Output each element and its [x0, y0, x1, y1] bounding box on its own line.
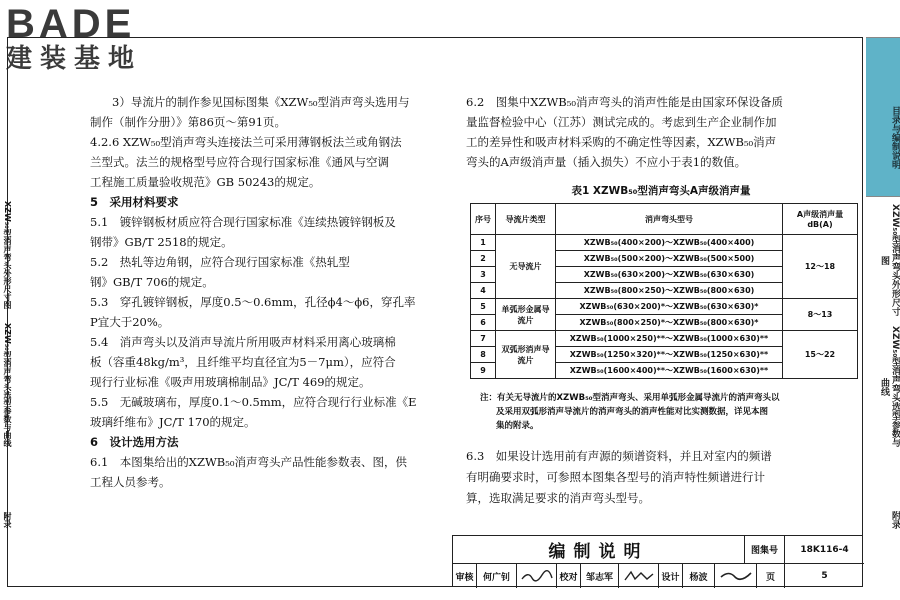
paragraph: 5.2 热轧等边角钢，应符合现行国家标准《热轧型 — [90, 255, 350, 269]
table-cell-model: XZWB₅₀(1250×320)**～XZWB₅₀(1250×630)** — [556, 347, 783, 363]
paragraph: 6.2 图集中XZWB₅₀消声弯头的消声性能是由国家环保设备质 — [466, 95, 783, 109]
right-column-top — [466, 92, 856, 172]
table-cell-type: 无导流片 — [496, 235, 556, 299]
table-cell-model: XZWB₅₀(800×250)*～XZWB₅₀(800×630)* — [556, 315, 783, 331]
table-cell-no: 3 — [471, 267, 496, 283]
table-cell-model: XZWB₅₀(1600×400)**～XZWB₅₀(1600×630)** — [556, 363, 783, 379]
atlas-number: 18K116-4 — [785, 536, 864, 564]
table-cell-no: 2 — [471, 251, 496, 267]
left-tab-dimensions[interactable]: XZW₅₀型消声弯头外形尺寸图 — [3, 201, 12, 309]
review-signature — [517, 564, 557, 588]
section-heading: 6 设计选用方法 — [90, 435, 179, 449]
design-name: 杨波 — [683, 564, 715, 588]
table-cell-value: 15～22 — [783, 331, 858, 379]
check-label: 校对 — [557, 564, 581, 588]
section-heading: 5 采用材料要求 — [90, 195, 179, 209]
side-tab-dimensions[interactable]: XZW₅₀型消声弯头外形尺寸图 — [879, 203, 900, 317]
design-signature — [715, 564, 757, 588]
check-name: 邹志军 — [581, 564, 619, 588]
paragraph: 6.1 本图集给出的XZWB₅₀消声弯头产品性能参数表、图，供 — [90, 455, 407, 469]
logo-text-cn: 建装基地 — [6, 44, 143, 74]
table-cell-no: 7 — [471, 331, 496, 347]
table-cell-model: XZWB₅₀(800×250)～XZWB₅₀(800×630) — [556, 283, 783, 299]
atlas-label: 图集号 — [745, 536, 785, 564]
table-cell-value: 12～18 — [783, 235, 858, 299]
review-name: 何广钊 — [477, 564, 517, 588]
left-tab-selection[interactable]: XZW₅₀型消声弯头选型参数与曲线 — [3, 323, 12, 447]
paragraph: 4.2.6 XZW₅₀型消声弯头连接法兰可采用薄钢板法兰或角钢法 — [90, 135, 402, 149]
paragraph: P宜大于20%。 — [90, 315, 170, 329]
paragraph: 弯头的A声级消声量（插入损失）不应小于表1的数值。 — [466, 155, 747, 169]
paragraph: 工程人员参考。 — [90, 475, 171, 489]
side-tab-selection[interactable]: XZW₅₀型消声弯头选型参数与曲线 — [879, 326, 900, 448]
signature-icon — [520, 569, 554, 583]
paragraph: 兰型式。法兰的规格型号应符合现行国家标准《通风与空调 — [90, 155, 389, 169]
title-block-title: 编制说明 — [453, 536, 745, 564]
paragraph: 工的差异性和吸声材料采购的不确定性等因素，XZWB₅₀消声 — [466, 135, 777, 149]
table-cell-no: 9 — [471, 363, 496, 379]
side-tab-contents[interactable]: 目录与编制说明 — [866, 37, 900, 197]
signature-icon — [622, 569, 656, 583]
side-tab-appendix[interactable]: 附录 — [890, 511, 900, 529]
paragraph: 5.1 镀锌钢板材质应符合现行国家标准《连续热镀锌钢板及 — [90, 215, 396, 229]
review-label: 审核 — [453, 564, 477, 588]
paragraph: 6.3 如果设计选用前有声源的频谱资料，并且对室内的频谱 — [466, 449, 772, 463]
spec-table — [470, 203, 858, 379]
paragraph: 制作（制作分册）》第86页～第91页。 — [90, 115, 287, 129]
table-header: 消声弯头型号 — [556, 204, 783, 235]
paragraph: 工程施工质量验收规范》GB 50243的规定。 — [90, 175, 321, 189]
note-line: 注：有关无导流片的XZWB₅₀型消声弯头、采用单弧形金属导流片的消声弯头以 — [480, 393, 780, 403]
paragraph: 3）导流片的制作参见国标图集《XZW₅₀型消声弯头选用与 — [112, 95, 410, 109]
paragraph: 5.4 消声弯头以及消声导流片所用吸声材料采用离心玻璃棉 — [90, 335, 396, 349]
paragraph: 钢》GB/T 706的规定。 — [90, 275, 214, 289]
logo-text-en: BADE — [6, 2, 136, 46]
table-note — [480, 391, 860, 433]
paragraph: 现行行业标准《吸声用玻璃棉制品》JC/T 469的规定。 — [90, 375, 371, 389]
page-label: 页 — [757, 564, 785, 588]
table-cell-no: 8 — [471, 347, 496, 363]
table-cell-type: 双弧形消声导流片 — [496, 331, 556, 379]
table-cell-model: XZWB₅₀(1000×250)**～XZWB₅₀(1000×630)** — [556, 331, 783, 347]
signature-icon — [719, 569, 753, 583]
paragraph: 玻璃纤维布》JC/T 170的规定。 — [90, 415, 256, 429]
table-cell-no: 1 — [471, 235, 496, 251]
table-cell-no: 6 — [471, 315, 496, 331]
table-cell-no: 5 — [471, 299, 496, 315]
table-header: 序号 — [471, 204, 496, 235]
table-header: 导流片类型 — [496, 204, 556, 235]
note-line: 集的附录。 — [496, 421, 539, 431]
paragraph: 5.3 穿孔镀锌钢板，厚度0.5～0.6mm，孔径ϕ4～ϕ6，穿孔率 — [90, 295, 416, 309]
paragraph: 量监督检验中心（江苏）测试完成的。考虑到生产企业制作加 — [466, 115, 777, 129]
title-block — [452, 535, 863, 587]
table-cell-model: XZWB₅₀(400×200)～XZWB₅₀(400×400) — [556, 235, 783, 251]
page-number: 5 — [821, 571, 828, 581]
table-title: 表1 XZWB₅₀型消声弯头A声级消声量 — [571, 185, 751, 197]
table-cell-no: 4 — [471, 283, 496, 299]
table-cell-value: 8～13 — [783, 299, 858, 331]
table-cell-model: XZWB₅₀(500×200)～XZWB₅₀(500×500) — [556, 251, 783, 267]
table-cell-type: 单弧形金属导流片 — [496, 299, 556, 331]
paragraph: 板（容重48kg/m³，且纤维平均直径宜为5－7μm），应符合 — [90, 355, 396, 369]
left-tab-appendix[interactable]: 附录 — [3, 512, 12, 528]
paragraph: 有明确要求时，可参照本图集各型号的消声特性频谱进行计 — [466, 470, 765, 484]
paragraph: 算，选取满足要求的消声弯头型号。 — [466, 491, 650, 505]
table-header: A声级消声量 dB(A) — [783, 204, 858, 235]
paragraph: 5.5 无碱玻璃布，厚度0.1～0.5mm，应符合现行行业标准《E — [90, 395, 417, 409]
check-signature — [619, 564, 659, 588]
design-label: 设计 — [659, 564, 683, 588]
paragraph: 钢带》GB/T 2518的规定。 — [90, 235, 233, 249]
table-cell-model: XZWB₅₀(630×200)*～XZWB₅₀(630×630)* — [556, 299, 783, 315]
table-cell-model: XZWB₅₀(630×200)～XZWB₅₀(630×630) — [556, 267, 783, 283]
note-line: 及采用双弧形消声导流片的消声弯头的消声性能对比实测数据，详见本图 — [496, 407, 769, 417]
right-column-bottom — [466, 446, 856, 509]
left-column — [90, 92, 450, 492]
